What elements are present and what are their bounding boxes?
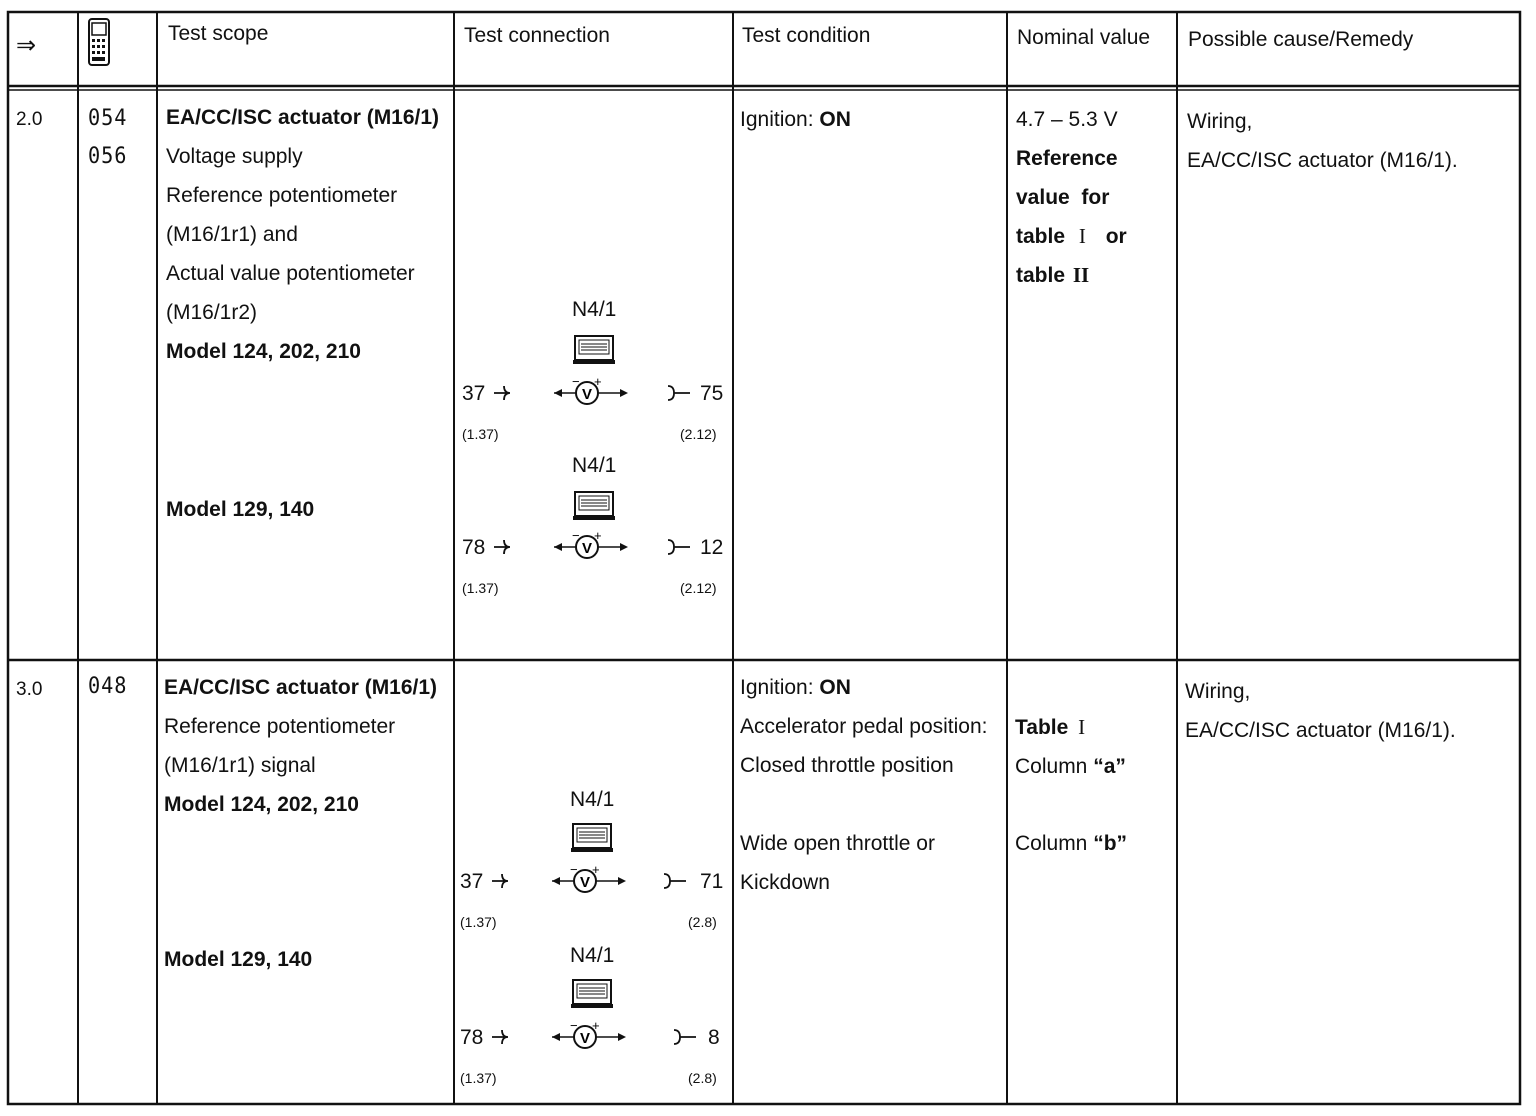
row-codes (88, 668, 131, 706)
condition-label: Ignition: (740, 108, 814, 131)
connection-diagram (454, 296, 733, 446)
scope-line: (M16/1r1) and (166, 223, 298, 246)
voltmeter-icon (488, 864, 728, 898)
test-condition-cell (740, 100, 851, 139)
scope-model: Model 124, 202, 210 (166, 340, 361, 363)
row-step: 3.0 (16, 679, 43, 700)
ecu-connector-icon (570, 822, 614, 854)
voltmeter-icon (488, 1020, 728, 1054)
svg-text:−: − (572, 376, 580, 389)
svg-text:+: + (592, 1020, 600, 1033)
fault-code: 048 (88, 674, 128, 699)
or-word: or (1105, 225, 1127, 248)
nominal-column (1015, 824, 1127, 863)
left-pin-ref: (1.37) (460, 914, 497, 930)
left-pin: 37 (460, 870, 484, 893)
possible-cause-cell (1185, 672, 1456, 750)
voltmeter-icon (490, 530, 730, 564)
ecu-connector-icon (572, 334, 616, 366)
header-test-scope: Test scope (168, 22, 269, 45)
column-letter: “b” (1093, 832, 1128, 855)
nominal-value: 4.7 – 5.3 V (1016, 108, 1118, 131)
table-numeral: I (1078, 224, 1086, 248)
scope-model: Model 129, 140 (166, 498, 315, 521)
scope-line: Voltage supply (166, 145, 303, 168)
right-pin-ref: (2.12) (680, 580, 717, 596)
left-pin-ref: (1.37) (462, 580, 499, 596)
ecu-connector-icon (570, 978, 614, 1010)
condition-label: Ignition: (740, 676, 814, 699)
test-scope-cell (166, 98, 439, 371)
column-word: Column (1015, 832, 1088, 855)
scope-model: Model 129, 140 (164, 948, 313, 971)
condition-line: Closed throttle position (740, 754, 954, 777)
svg-text:−: − (572, 530, 580, 543)
svg-text:−: − (570, 1020, 578, 1033)
control-unit-label: N4/1 (570, 788, 615, 811)
nominal-ref-line: value for (1016, 186, 1110, 209)
condition-line: Wide open throttle or (740, 832, 935, 855)
condition-value: ON (819, 108, 851, 131)
scope-title: EA/CC/ISC actuator (M16/1) (164, 676, 438, 699)
right-pin: 8 (708, 1026, 720, 1049)
right-pin-ref: (2.8) (688, 914, 717, 930)
right-pin: 75 (700, 382, 724, 405)
header-test-condition: Test condition (742, 24, 871, 47)
condition-line: Accelerator pedal position: (740, 715, 988, 738)
test-scope-cell (164, 668, 437, 824)
scope-line: Reference potentiometer (166, 184, 398, 207)
possible-cause-cell (1187, 102, 1458, 180)
connection-diagram (454, 942, 733, 1092)
fault-code: 054 (88, 106, 128, 131)
control-unit-label: N4/1 (572, 454, 617, 477)
svg-text:V: V (580, 874, 591, 891)
scope-line: Actual value potentiometer (166, 262, 415, 285)
control-unit-label: N4/1 (572, 298, 617, 321)
right-pin-ref: (2.12) (680, 426, 717, 442)
cause-line: Wiring, (1187, 110, 1253, 133)
cause-line: EA/CC/ISC actuator (M16/1). (1187, 149, 1458, 172)
column-word: Column (1015, 755, 1088, 778)
right-pin: 71 (700, 870, 724, 893)
test-condition-cell (740, 824, 935, 902)
scope-title: EA/CC/ISC actuator (M16/1) (166, 106, 440, 129)
nominal-table (1015, 708, 1126, 747)
condition-ignition (740, 668, 987, 707)
nominal-value-cell (1015, 708, 1126, 786)
scope-line: Reference potentiometer (164, 715, 396, 738)
row-step: 2.0 (16, 109, 43, 130)
left-pin-ref: (1.37) (462, 426, 499, 442)
nominal-column (1015, 747, 1126, 786)
nominal-value-cell (1016, 100, 1127, 295)
fault-code: 056 (88, 144, 128, 169)
svg-text:+: + (594, 376, 602, 389)
right-pin: 12 (700, 536, 724, 559)
tester-device-icon (88, 18, 110, 66)
svg-text:V: V (580, 1030, 591, 1047)
table-word: table (1016, 264, 1066, 287)
nominal-value-cell (1015, 824, 1127, 863)
test-condition-cell (740, 668, 987, 785)
column-letter: “a” (1093, 755, 1126, 778)
svg-text:−: − (570, 864, 578, 877)
svg-text:+: + (592, 864, 600, 877)
left-pin: 78 (460, 1026, 484, 1049)
condition-value: ON (819, 676, 851, 699)
svg-text:V: V (582, 540, 593, 557)
nominal-ref-line (1016, 256, 1127, 295)
header-possible-cause: Possible cause/Remedy (1188, 28, 1414, 51)
connection-diagram (454, 452, 733, 602)
table-numeral: II (1072, 263, 1090, 287)
cause-line: Wiring, (1185, 680, 1251, 703)
header-test-connection: Test connection (464, 24, 610, 47)
connection-diagram (454, 786, 733, 936)
svg-text:V: V (582, 386, 593, 403)
voltmeter-icon (490, 376, 730, 410)
cause-line: EA/CC/ISC actuator (M16/1). (1185, 719, 1456, 742)
nominal-ref-line: Reference (1016, 147, 1118, 170)
table-numeral: I (1078, 715, 1086, 739)
left-pin: 37 (462, 382, 486, 405)
condition-line: Kickdown (740, 871, 830, 894)
scope-line: (M16/1r2) (166, 301, 258, 324)
nominal-ref-line (1016, 217, 1127, 256)
header-arrow: ⇒ (16, 32, 37, 59)
svg-text:+: + (594, 530, 602, 543)
table-word: table (1016, 225, 1066, 248)
left-pin: 78 (462, 536, 486, 559)
ecu-connector-icon (572, 490, 616, 522)
scope-model: Model 124, 202, 210 (164, 793, 359, 816)
row-codes (88, 100, 131, 176)
right-pin-ref: (2.8) (688, 1070, 717, 1086)
table-word: Table (1015, 716, 1069, 739)
header-nominal-value: Nominal value (1017, 26, 1151, 49)
control-unit-label: N4/1 (570, 944, 615, 967)
scope-line: (M16/1r1) signal (164, 754, 316, 777)
left-pin-ref: (1.37) (460, 1070, 497, 1086)
